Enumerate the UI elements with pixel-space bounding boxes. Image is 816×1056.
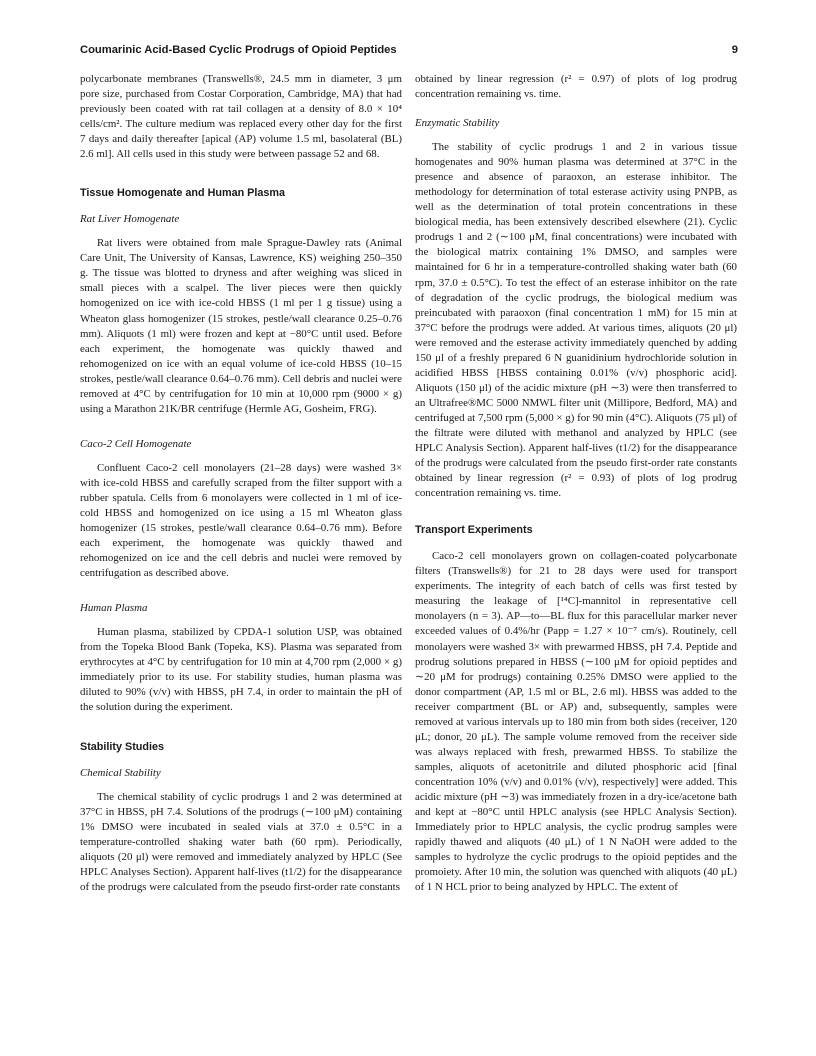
subheading-enzymatic-stability: Enzymatic Stability	[415, 117, 500, 130]
paragraph-human-plasma: Human plasma, stabilized by CPDA-1 solution USP, was obtained from the Topeka Blood Bank (Topeka, KS). Plasma was separated from erythrocytes at 4°C by centrifugation for 10 min at 4,700 rpm (2,000 × g) immediately prior to its use. For stability studies, human plasma was diluted to 90% (v/v) with HBSS, pH 7.4, in order to maintain the pH of the solution during the experiment.	[80, 626, 402, 714]
paragraph-transport-experiments: Caco-2 cell monolayers grown on collagen-coated polycarbonate filters (Transwells®) for 21 to 28 days were used for transport experiments. The integrity of each batch of cells was first tested by measuring the leakage of [¹⁴C]-mannitol in representative cell monolayers (n = 3). AP—to—BL flux for this paracellular marker never exceeded values of 0.4%/hr (Papp = 1.27 × 10⁻⁷ cm/s). Routinely, cell monolayers were washed 3× with prewarmed HBSS, pH 7.4. Peptide and prodrug solutions prepared in HBSS (∼100 μM for opioid peptides and ∼20 μM for prodrugs) containing 0.25% DMSO were applied to the donor compartment (AP, 1.5 ml or BL, 2.6 ml). HBSS was added to the receiver compartment (BL or AP) and, subsequently, samples were removed at various intervals up to 180 min from both sides (receiver, 120 μL; donor, 20 μL). The sample volume removed from the receiver side was always replaced with fresh, prewarmed HBSS. To stabilize the samples, aliquots of acetonitrile and diluted phosphoric acid [final concentration 10% (v/v) and 0.01% (v/v), respectively] were added. This acidic mixture (pH ∼3) was immediately frozen in a dry-ice/acetone bath and kept at −80°C until HPLC analysis (see HPLC Analysis Section). Immediately prior to HPLC analysis, the cyclic prodrug samples were rapidly thawed and aliquots (40 μL) of 1 N NaOH were added to the samples to hydrolyze the cyclic prodrugs to the opioid peptides and the promoiety. After 10 min, the solution was quenched with aliquots (40 μL) of 1 N HCL prior to being analyzed by HPLC. The extent of	[415, 550, 737, 894]
running-title: Coumarinic Acid-Based Cyclic Prodrugs of Opioid Peptides	[80, 44, 397, 56]
paragraph-chemical-stability: The chemical stability of cyclic prodrugs 1 and 2 was determined at 37°C in HBSS, pH 7.4. Solutions of the prodrugs (∼100 μM) containing 1% DMSO were incubated in sealed vials at 37.0 ± 0.5°C in a temperature-controlled shaking water bath (60 rpm). Periodically, aliquots (20 μl) were removed and immediately analyzed by HPLC (See HPLC Analyses Section). Apparent half-lives (t1/2) for the disappearance of the prodrugs were calculated from the pseudo first-order rate constants	[80, 790, 402, 893]
running-head	[80, 44, 738, 56]
left-column	[80, 72, 402, 895]
paragraph-enzymatic-stability: The stability of cyclic prodrugs 1 and 2 in various tissue homogenates and 90% human plasma was determined at 37°C in the presence and absence of paraoxon, an esterase inhibitor. The methodology for determination of total esterase activity using PNPB, as well as the determination of total protein concentrations in these biological media, has been extensively described elsewhere (21). Cyclic prodrugs 1 and 2 (∼100 μM, final concentrations) were incubated with the biological matrix containing 1% DMSO, and samples were maintained for 6 hr in a temperature-controlled shaking water bath (60 rpm, 37.0 ± 0.5°C). To test the effect of an esterase inhibitor on the rate of degradation of the cyclic prodrugs, the biological medium was preincubated with paraoxon (final concentration 1 mM) for 15 min at 37°C before the prodrugs were added. At various times, aliquots (20 μl) were removed and the esterase activity immediately quenched by adding 150 μl of a freshly prepared 6 N guanidinium hydrochloride solution in acidified HBSS [HBSS containing 0.01% (v/v) phosphoric acid]. Aliquots (150 μl) of the acidic mixture (pH ∼3) were then transferred to an Ultrafree®MC 5000 NMWL filter unit (Millipore, Bedford, MA) and centrifuged at 7,500 rpm (5,000 × g) for 90 min (4°C). Aliquots (75 μl) of the filtrate were diluted with methanol and analyzed by HPLC (see HPLC Analysis Section). Apparent half-lives (t1/2) for the disappearance of the prodrugs were calculated from the pseudo first-order rate constants obtained by linear regression (r² = 0.93) of plots of log prodrug concentration remaining vs. time.	[415, 141, 737, 500]
paragraph-regression-continued: obtained by linear regression (r² = 0.97) of plots of log prodrug concentration remaining vs. time.	[415, 73, 737, 101]
paragraph-culture-continued: polycarbonate membranes (Transwells®, 24.5 mm in diameter, 3 μm pore size, purchased from Costar Corporation, Cambridge, MA) that had previously been coated with rat tail collagen at a density of 8.0 × 10⁴ cells/cm². The culture medium was replaced every other day for the first 7 days and daily thereafter [apical (AP) volume 1.5 ml, basolateral (BL) 2.6 ml]. All cells used in this study were between passage 52 and 68.	[80, 73, 402, 161]
paragraph-caco2-homogenate: Confluent Caco-2 cell monolayers (21–28 days) were washed 3× with ice-cold HBSS and carefully scraped from the filter support with a rubber spatula. Cells from 6 monolayers were collected in 1 ml of ice-cold HBSS and homogenized on ice using a 15 ml Wheaton glass homogenizer (15 strokes, pestle/wall clearance 0.64–0.76 mm). Before each experiment, the homogenate was quickly thawed and rehomogenized on ice and the cell debris and nuclei were removed by centrifugation as described above.	[80, 461, 402, 580]
subheading-caco2-homogenate: Caco-2 Cell Homogenate	[80, 437, 192, 450]
subheading-human-plasma: Human Plasma	[80, 602, 148, 615]
heading-tissue-homogenate: Tissue Homogenate and Human Plasma	[80, 187, 285, 200]
heading-transport-experiments: Transport Experiments	[415, 524, 533, 537]
right-column	[415, 72, 737, 895]
paragraph-rat-liver: Rat livers were obtained from male Sprague-Dawley rats (Animal Care Unit, The University of Kansas, Lawrence, KS) weighing 250–350 g. The tissue was blotted to dryness and after weighing was sliced in small pieces with a scalpel. The liver pieces were then quickly homogenized on ice with ice-cold HBSS (1 ml per 1 g tissue) using a Wheaton glass homogenizer (15 strokes, pestle/wall clearance 0.25–0.76 mm). Aliquots (1 ml) were frozen and kept at −80°C until used. Before each experiment, the homogenate was quickly thawed and rehomogenized on ice with an equal volume of ice-cold HBSS (10–15 strokes, pestle/wall clearance 0.64–0.76 mm). Cell debris and nuclei were removed at 4°C by centrifugation for 10 min at 10,000 rpm (9000 × g) using a Marathon 21K/BR centrifuge (Hermle AG, Gosheim, FRG).	[80, 237, 402, 415]
heading-stability-studies: Stability Studies	[80, 740, 164, 753]
page-number: 9	[731, 44, 738, 56]
subheading-rat-liver: Rat Liver Homogenate	[80, 213, 180, 226]
subheading-chemical-stability: Chemical Stability	[80, 766, 161, 779]
